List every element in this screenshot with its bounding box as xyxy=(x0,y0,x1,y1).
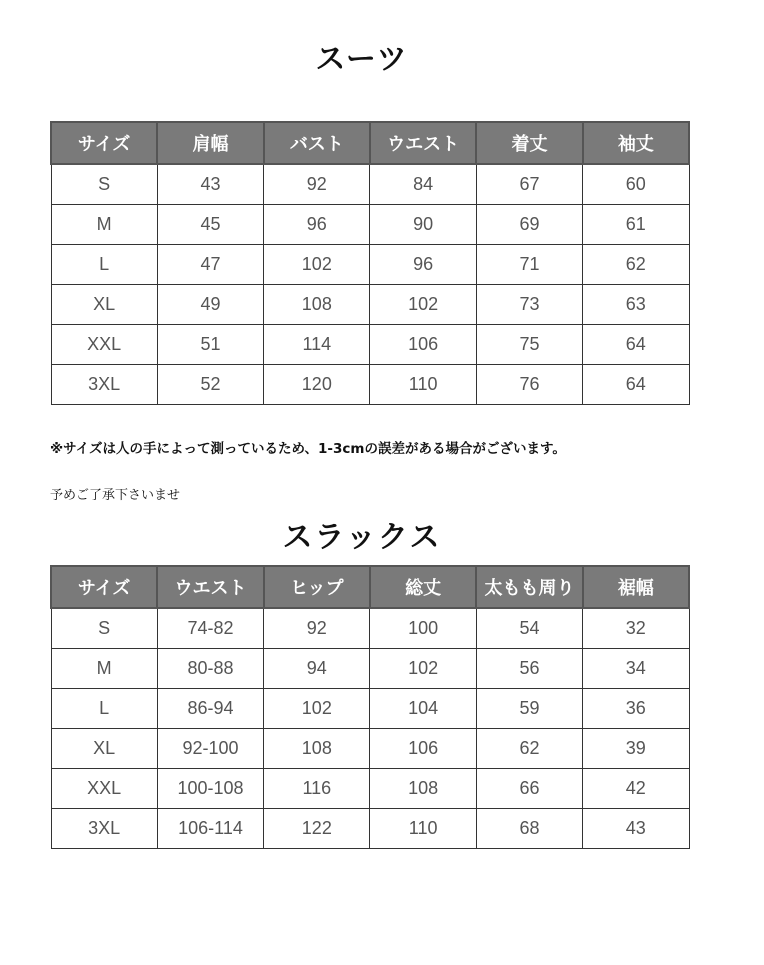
table-cell: 69 xyxy=(476,205,582,245)
table-cell: M xyxy=(51,649,157,689)
table-cell: 32 xyxy=(583,608,689,649)
table-cell: 86-94 xyxy=(157,689,263,729)
table-cell: 106 xyxy=(370,729,476,769)
table-cell: XXL xyxy=(51,325,157,365)
table-cell: 54 xyxy=(476,608,582,649)
table-cell: 62 xyxy=(583,245,689,285)
table-cell: 74-82 xyxy=(157,608,263,649)
table-cell: S xyxy=(51,608,157,649)
header-cell-length: 着丈 xyxy=(476,122,582,164)
table-cell: 49 xyxy=(157,285,263,325)
slacks-title: スラックス xyxy=(282,520,442,555)
table-cell: S xyxy=(51,164,157,205)
header-cell-bust: バスト xyxy=(264,122,370,164)
header-cell-thigh: 太もも周り xyxy=(476,566,582,608)
table-cell: 64 xyxy=(583,365,689,405)
table-cell: 47 xyxy=(157,245,263,285)
table-cell: 59 xyxy=(476,689,582,729)
table-cell: 90 xyxy=(370,205,476,245)
table-cell: 108 xyxy=(264,729,370,769)
table-cell: 120 xyxy=(264,365,370,405)
table-row xyxy=(51,164,689,205)
table-row xyxy=(51,205,689,245)
table-cell: 56 xyxy=(476,649,582,689)
table-cell: 45 xyxy=(157,205,263,245)
table-cell: 102 xyxy=(264,245,370,285)
slacks-size-table xyxy=(50,565,690,849)
table-cell: XL xyxy=(51,729,157,769)
header-cell-size: サイズ xyxy=(51,122,157,164)
table-cell: 84 xyxy=(370,164,476,205)
table-cell: 108 xyxy=(264,285,370,325)
table-row xyxy=(51,809,689,849)
measurement-note: ※サイズは人の手によって測っているため、1-3cmの誤差がある場合がございます。 xyxy=(50,441,566,457)
table-cell: 36 xyxy=(583,689,689,729)
table-cell: 3XL xyxy=(51,809,157,849)
suits-size-table xyxy=(50,121,690,405)
table-cell: 102 xyxy=(264,689,370,729)
table-cell: 67 xyxy=(476,164,582,205)
table-row xyxy=(51,689,689,729)
table-cell: 92 xyxy=(264,608,370,649)
table-cell: M xyxy=(51,205,157,245)
table-cell: 76 xyxy=(476,365,582,405)
table-cell: 68 xyxy=(476,809,582,849)
table-row xyxy=(51,325,689,365)
header-cell-hip: ヒップ xyxy=(264,566,370,608)
table-cell: L xyxy=(51,245,157,285)
table-row xyxy=(51,365,689,405)
table-cell: 75 xyxy=(476,325,582,365)
table-cell: 43 xyxy=(157,164,263,205)
table-cell: 80-88 xyxy=(157,649,263,689)
table-cell: 96 xyxy=(264,205,370,245)
table-cell: 116 xyxy=(264,769,370,809)
table-cell: 34 xyxy=(583,649,689,689)
header-cell-sleeve: 袖丈 xyxy=(583,122,689,164)
table-row xyxy=(51,245,689,285)
header-cell-shoulder: 肩幅 xyxy=(157,122,263,164)
table-row xyxy=(51,608,689,649)
header-cell-total-length: 総丈 xyxy=(370,566,476,608)
table-cell: 51 xyxy=(157,325,263,365)
table-cell: 92-100 xyxy=(157,729,263,769)
table-cell: 110 xyxy=(370,809,476,849)
table-cell: 66 xyxy=(476,769,582,809)
table-cell: 62 xyxy=(476,729,582,769)
table-cell: 100 xyxy=(370,608,476,649)
table-cell: 114 xyxy=(264,325,370,365)
table-row xyxy=(51,649,689,689)
table-cell: L xyxy=(51,689,157,729)
suits-title: スーツ xyxy=(315,42,409,77)
table-cell: 106 xyxy=(370,325,476,365)
header-cell-waist: ウエスト xyxy=(157,566,263,608)
table-row xyxy=(51,729,689,769)
table-cell: 73 xyxy=(476,285,582,325)
table-cell: 71 xyxy=(476,245,582,285)
table-cell: 52 xyxy=(157,365,263,405)
table-cell: 100-108 xyxy=(157,769,263,809)
header-cell-hem-width: 裾幅 xyxy=(583,566,689,608)
table-cell: 39 xyxy=(583,729,689,769)
table-cell: 94 xyxy=(264,649,370,689)
table-header-row xyxy=(51,566,689,608)
apology-note: 予めご了承下さいませ xyxy=(50,488,181,503)
table-cell: 92 xyxy=(264,164,370,205)
table-cell: 102 xyxy=(370,649,476,689)
table-header-row xyxy=(51,122,689,164)
table-cell: 102 xyxy=(370,285,476,325)
table-cell: XXL xyxy=(51,769,157,809)
table-cell: 108 xyxy=(370,769,476,809)
table-cell: 63 xyxy=(583,285,689,325)
table-cell: 64 xyxy=(583,325,689,365)
header-cell-size: サイズ xyxy=(51,566,157,608)
table-cell: 42 xyxy=(583,769,689,809)
table-cell: 122 xyxy=(264,809,370,849)
table-cell: XL xyxy=(51,285,157,325)
table-cell: 60 xyxy=(583,164,689,205)
header-cell-waist: ウエスト xyxy=(370,122,476,164)
table-cell: 110 xyxy=(370,365,476,405)
table-cell: 104 xyxy=(370,689,476,729)
table-cell: 96 xyxy=(370,245,476,285)
table-cell: 3XL xyxy=(51,365,157,405)
table-cell: 43 xyxy=(583,809,689,849)
table-row xyxy=(51,285,689,325)
table-cell: 61 xyxy=(583,205,689,245)
table-row xyxy=(51,769,689,809)
table-cell: 106-114 xyxy=(157,809,263,849)
